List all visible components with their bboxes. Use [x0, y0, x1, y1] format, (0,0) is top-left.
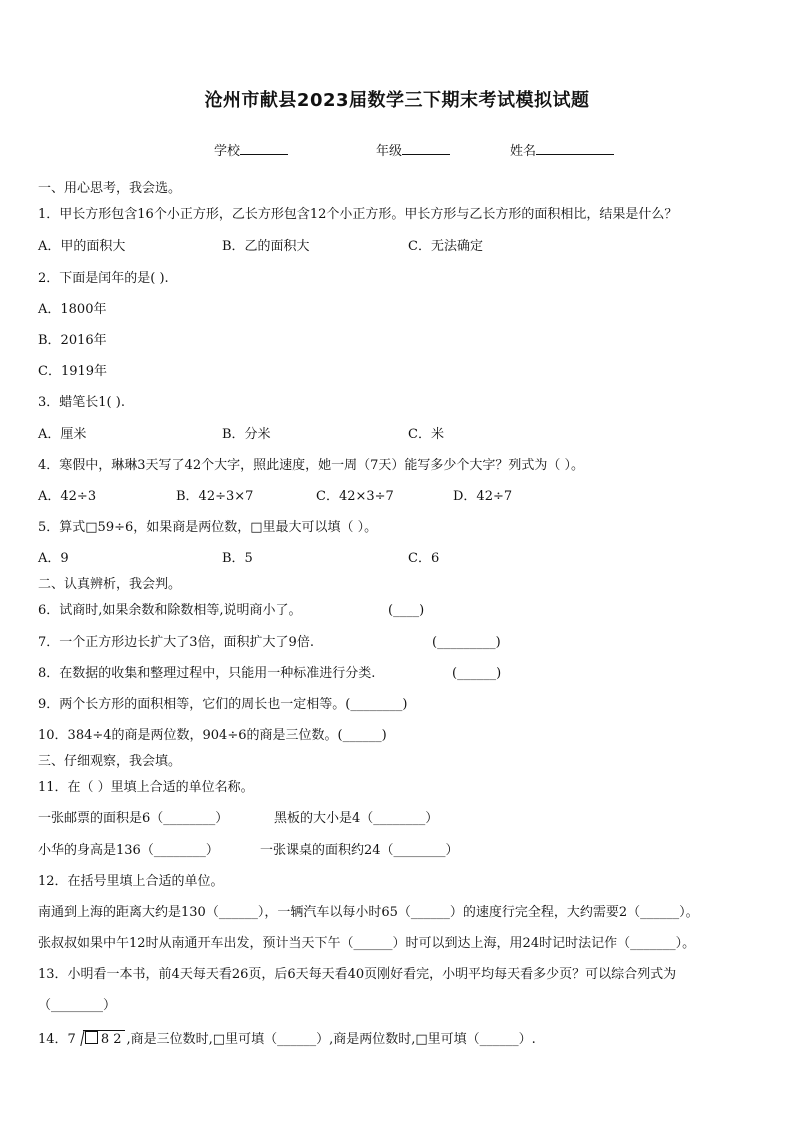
- grade-blank[interactable]: [402, 142, 450, 155]
- question-11-blackboard-size: 黑板的大小是4（________）: [274, 811, 439, 826]
- question-5-option-b[interactable]: B．5: [222, 551, 253, 566]
- question-2-option-a[interactable]: A．1800年: [38, 302, 107, 317]
- question-5-option-a[interactable]: A．9: [38, 551, 69, 566]
- question-11-text: 11．在（ ）里填上合适的单位名称。: [38, 780, 254, 795]
- question-6-text: 6．试商时,如果余数和除数相等,说明商小了。: [38, 603, 302, 618]
- section-1-heading: 一、用心思考，我会选。: [38, 181, 182, 196]
- school-blank[interactable]: [240, 142, 288, 155]
- question-4-option-d[interactable]: D．42÷7: [453, 489, 513, 504]
- question-14-number: 14．: [38, 1032, 68, 1047]
- question-3-text: 3．蜡笔长1( ).: [38, 395, 125, 410]
- question-3-option-b[interactable]: B．分米: [222, 427, 271, 442]
- question-8-answer-blank[interactable]: (______): [452, 666, 502, 681]
- question-11-desk-area: 一张课桌的面积约24（________）: [260, 843, 459, 858]
- name-field: [510, 140, 614, 159]
- name-label: 姓名: [510, 144, 537, 159]
- question-7-answer-blank[interactable]: (_________): [432, 635, 501, 650]
- question-1-option-a[interactable]: A．甲的面积大: [38, 239, 126, 254]
- page-title: 沧州市献县2023届数学三下期末考试模拟试题: [204, 90, 590, 111]
- school-label: 学校: [214, 144, 241, 159]
- dividend-digits: 8 2: [100, 1032, 122, 1047]
- question-2-text: 2．下面是闰年的是( ).: [38, 271, 169, 286]
- long-division-expression: [68, 1030, 127, 1049]
- question-2-option-b[interactable]: B．2016年: [38, 333, 107, 348]
- question-12-line-2: 张叔叔如果中午12时从南通开车出发，预计当天下午（______）时可以到达上海，用24时记时法记作（_______）。: [38, 936, 696, 951]
- question-5-option-c[interactable]: C．6: [408, 551, 440, 566]
- section-2-heading: 二、认真辨析，我会判。: [38, 577, 182, 592]
- question-3-option-c[interactable]: C．米: [408, 427, 444, 442]
- question-5-text: 5．算式□59÷6，如果商是两位数，□里最大可以填（ ）。: [38, 520, 378, 535]
- question-10-text: 10．384÷4的商是两位数，904÷6的商是三位数。(______): [38, 728, 387, 743]
- school-field: [214, 140, 288, 159]
- grade-field: [376, 140, 450, 159]
- question-3-option-a[interactable]: A．厘米: [38, 427, 87, 442]
- dividend: [83, 1030, 125, 1049]
- section-3-heading: 三、仔细观察，我会填。: [38, 754, 182, 769]
- question-1-text: 1．甲长方形包含16个小正方形，乙长方形包含12个小正方形。甲长方形与乙长方形的面积相比，结果是什么？: [38, 207, 678, 222]
- question-4-text: 4．寒假中，琳琳3天写了42个大字，照此速度，她一周（7天）能写多少个大字？列式为（ ）。: [38, 458, 584, 473]
- question-14-text: ,商是三位数时,□里可填（______）,商是两位数时,□里可填（______）.: [126, 1032, 536, 1047]
- question-13-text: 13．小明看一本书，前4天每天看26页，后6天每天看40页刚好看完，小明平均每天看多少页？可以综合列式为: [38, 967, 677, 982]
- question-6-answer-blank[interactable]: (____): [388, 603, 425, 618]
- question-1-option-c[interactable]: C．无法确定: [408, 239, 483, 254]
- name-blank[interactable]: [536, 142, 614, 155]
- question-4-option-a[interactable]: A．42÷3: [38, 489, 97, 504]
- question-12-line-1: 南通到上海的距离大约是130（______），一辆汽车以每小时65（______）的速度行完全程，大约需要2（______）。: [38, 905, 699, 920]
- question-13-answer-blank[interactable]: （________）: [38, 998, 117, 1013]
- question-1-option-b[interactable]: B．乙的面积大: [222, 239, 310, 254]
- question-7-text: 7．一个正方形边长扩大了3倍，面积扩大了9倍.: [38, 635, 314, 650]
- divisor: 7: [67, 1032, 76, 1047]
- question-14: [38, 1030, 536, 1049]
- grade-label: 年级: [376, 144, 403, 159]
- question-11-height: 小华的身高是136（________）: [38, 843, 219, 858]
- question-8-text: 8．在数据的收集和整理过程中，只能用一种标准进行分类.: [38, 666, 376, 681]
- question-4-option-b[interactable]: B．42÷3×7: [176, 489, 254, 504]
- question-2-option-c[interactable]: C．1919年: [38, 364, 108, 379]
- question-11-stamp-area: 一张邮票的面积是6（________）: [38, 811, 229, 826]
- question-12-text: 12．在括号里填上合适的单位。: [38, 874, 224, 889]
- question-4-option-c[interactable]: C．42×3÷7: [316, 489, 394, 504]
- missing-digit-box[interactable]: [85, 1031, 98, 1044]
- question-9-text: 9．两个长方形的面积相等，它们的周长也一定相等。(________): [38, 697, 408, 712]
